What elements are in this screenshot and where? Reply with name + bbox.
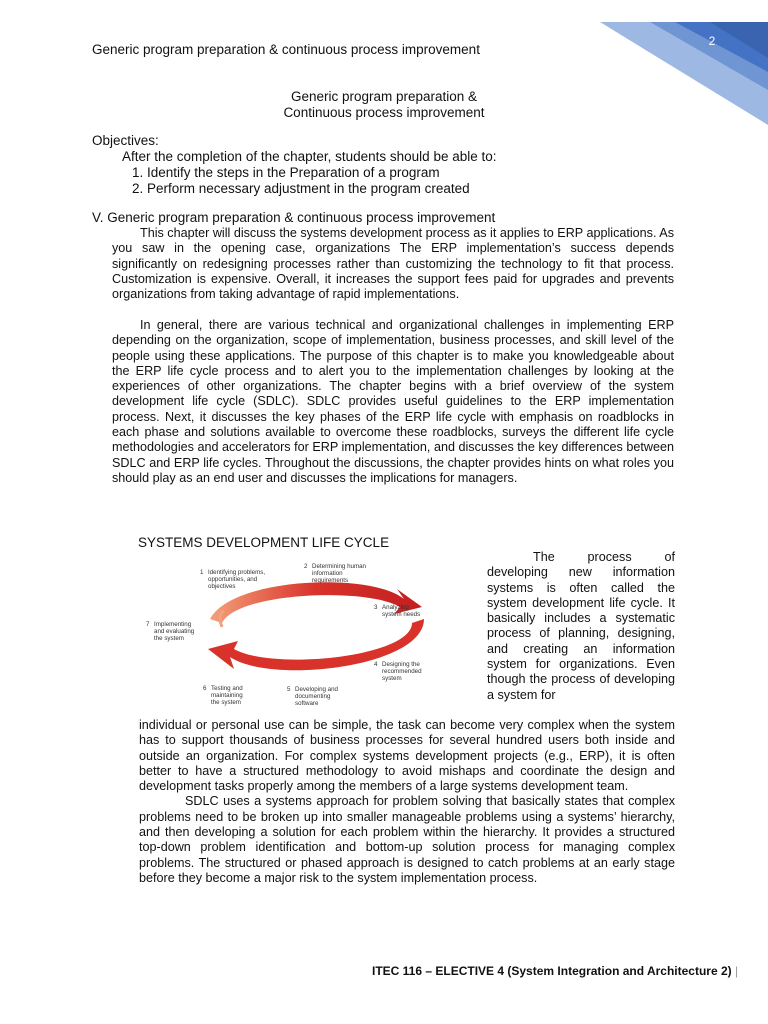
step-number: 2: [304, 563, 308, 570]
paragraph-text: In general, there are various technical and organizational challenges in implementing ERP depending on the organization, scope of implementation, business processes, and skill level of the people using these applications. The purpose of this chapter is to make you knowledgeable about the ERP life cycle process and to alert you to the implementation challenges by looking at the experiences of other organizations. The chapter begins with a brief overview of the system development life cycle (SDLC). SDLC provides useful guidelines to the ERP implementation process. Next, it discusses the key phases of the ERP life cycle with emphasis on roadblocks in each phase and solutions available to overcome these roadblocks, surveys the different life cycle methodologies and accelerators for ERP implementation, and discusses the key differences between SDLC and ERP life cycles. Throughout the discussions, the chapter provides hints on what roles you should play as an end user and discusses the implications for managers.: [112, 318, 674, 485]
page-number: 2: [708, 34, 716, 48]
page-footer: [372, 964, 738, 978]
step-number: 4: [374, 661, 378, 668]
step-label: software: [295, 700, 319, 707]
step-label: recommended: [382, 668, 422, 675]
paragraph: [112, 226, 674, 302]
page-title: [0, 89, 768, 121]
step-number: 7: [146, 621, 150, 628]
step-label: system needs: [382, 611, 421, 618]
objective-item: 1. Identify the steps in the Preparation of a program: [147, 165, 497, 181]
title-line-1: Generic program preparation &: [290, 89, 478, 104]
step-label: Analyzing: [382, 604, 409, 611]
step-label: system: [382, 675, 402, 682]
step-label: opportunities, and: [208, 576, 258, 583]
step-label: information: [312, 570, 343, 577]
footer-separator: |: [735, 964, 739, 978]
title-line-2: Continuous process improvement: [283, 105, 485, 120]
footer-text: ITEC 116 – ELECTIVE 4 (System Integration and Architecture 2): [372, 964, 732, 978]
objective-item: 2. Perform necessary adjustment in the program created: [147, 181, 497, 197]
step-label: requirements: [312, 577, 349, 584]
step-number: 6: [203, 685, 207, 692]
paragraph: [487, 550, 675, 703]
step-label: documenting: [295, 693, 331, 700]
step-label: Identifying problems,: [208, 569, 266, 576]
step-label: the system: [154, 635, 184, 642]
step-number: 3: [374, 604, 378, 611]
step-number: 1: [200, 569, 204, 576]
objectives-heading: Objectives:: [92, 133, 159, 148]
objectives: [92, 133, 497, 197]
diagram-title: SYSTEMS DEVELOPMENT LIFE CYCLE: [138, 535, 390, 550]
paragraph-text: SDLC uses a systems approach for problem solving that basically states that complex problems need to be broken up into smaller manageable problems using a systems’ hierarchy, and then developing a solution for each problem within the hierarchy. It provides a structured top-down problem identification and bottom-up solution process for managing complex problems. The structured or phased approach is designed to catch problems at an early stage before they become a major risk to the system implementation process.: [139, 794, 675, 885]
running-header: Generic program preparation & continuous process improvement: [92, 42, 480, 57]
step-number: 5: [287, 686, 291, 693]
paragraph-text: This chapter will discuss the systems development process as it applies to ERP applications. As you saw in the opening case, organizations The ERP implementation’s success depends significantly on redesigning processes rather than customizing the technology to fit that process. Customization is expensive. Overall, it increases the support fees paid for upgrades and prevents organizations from taking advantage of rapid implementations.: [112, 226, 674, 302]
paragraph-text: individual or personal use can be simple, the task can become very complex when the system has to support thousands of business processes for several hundred users both inside and outside an organization. For complex systems development projects (e.g., ERP), it is often better to have a structured methodology to avoid mishaps and coordinate the design and development tasks properly among the members of a large systems development team.: [139, 718, 675, 794]
sdlc-diagram: [142, 557, 482, 713]
step-label: and evaluating: [154, 628, 195, 635]
objectives-intro: After the completion of the chapter, students should be able to:: [122, 149, 497, 164]
paragraph-text: The process of developing new information systems is often called the system development life cycle. It basically includes a systematic process of planning, designing, and creating an information system for organizations. Even though the process of developing a system for: [487, 550, 675, 702]
step-label: Determining human: [312, 563, 366, 570]
paragraph: [112, 318, 674, 486]
step-label: Designing the: [382, 661, 420, 668]
step-label: the system: [211, 699, 241, 706]
step-label: Implementing: [154, 621, 192, 628]
objectives-list: [92, 165, 497, 197]
step-label: Developing and: [295, 686, 339, 693]
step-label: maintaining: [211, 692, 243, 699]
section-heading: V. Generic program preparation & continuous process improvement: [92, 210, 496, 225]
paragraph: [139, 718, 675, 886]
step-label: objectives: [208, 583, 236, 590]
step-label: Testing and: [211, 685, 243, 692]
